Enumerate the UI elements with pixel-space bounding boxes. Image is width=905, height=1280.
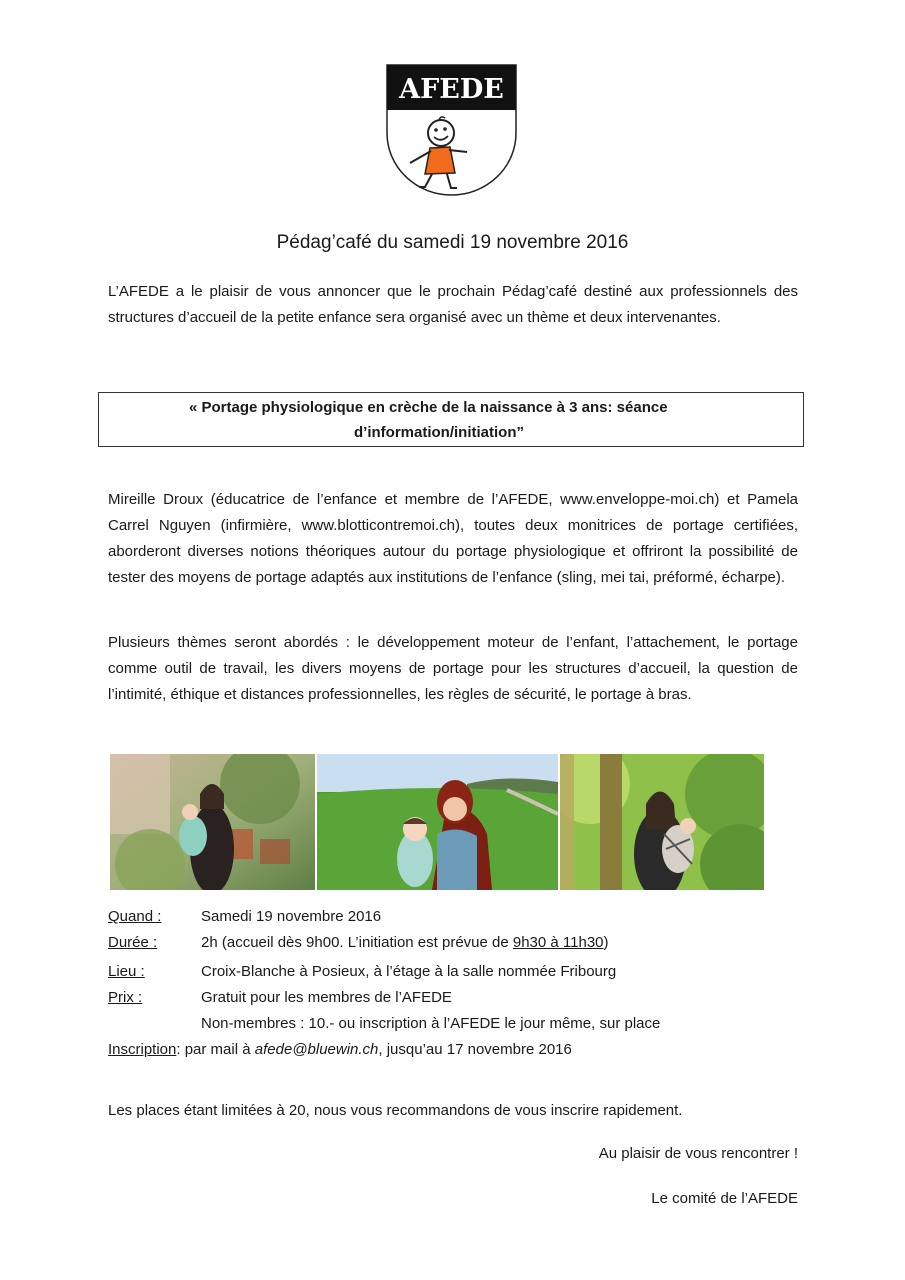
topics-paragraph: Plusieurs thèmes seront abordés : le développement moteur de l’enfant, l’attachement, le portage comme outil de travail, les divers moyens de portage pour les structures d’accueil, la question de l’intimité, éthique et distances professionnelles, les règles de sécurité, le portage à bras. [108,634,798,703]
when-label: Quand : [108,908,162,925]
detail-price [108,985,452,1011]
registration-label: Inscription [108,1041,177,1058]
price-label: Prix : [108,989,143,1006]
closing-text: Au plaisir de vous rencontrer ! [598,1145,798,1162]
registration-text: : par mail à [176,1041,255,1058]
afede-logo [385,63,518,197]
page-title: Pédag’café du samedi 19 novembre 2016 [276,232,629,253]
theme-line-2: d’information/initiation” [354,424,524,441]
registration-email[interactable]: afede@bluewin.ch [254,1041,379,1058]
place-label: Lieu : [108,963,145,980]
duration-value-end: ) [603,934,609,951]
when-value: Samedi 19 novembre 2016 [201,908,382,925]
signature: Le comité de l’AFEDE [651,1190,798,1207]
registration-deadline: , jusqu’au 17 novembre 2016 [378,1041,572,1058]
detail-registration [108,1037,572,1063]
detail-duration [108,930,609,956]
theme-line-1: « Portage physiologique en crèche de la naissance à 3 ans: séance [189,399,668,416]
logo-text: AFEDE [399,74,504,105]
theme-box [98,392,804,447]
detail-when [108,904,381,930]
place-value: Croix-Blanche à Posieux, à l’étage à la salle nommée Fribourg [201,963,617,980]
photo-mother-baby-garden [110,754,315,890]
price-value-members: Gratuit pour les membres de l’AFEDE [201,989,452,1006]
duration-time: 9h30 à 11h30 [512,934,604,951]
speakers-paragraph: Mireille Droux (éducatrice de l’enfance et membre de l’AFEDE, www.enveloppe-moi.ch) et Pamela Carrel Nguyen (infirmière, www.blotticontremoi.ch), toutes deux monitrices de portage certifiées, aborderont diverses notions théoriques autour du portage physiologique et offriront la possibilité de tester des moyens de portage adaptés aux institutions de l’enfance (sling, mei tai, préformé, écharpe). [108,491,798,586]
duration-value: 2h (accueil dès 9h00. L’initiation est prévue de [201,934,513,951]
photo-mother-baby-field [317,754,558,890]
photo-mother-baby-trees [560,754,764,890]
places-note: Les places étant limitées à 20, nous vous recommandons de vous inscrire rapidement. [108,1102,683,1119]
price-value-non-members: Non-membres : 10.- ou inscription à l’AFEDE le jour même, sur place [201,1015,661,1032]
intro-paragraph: L’AFEDE a le plaisir de vous annoncer que le prochain Pédag’café destiné aux professionnels des structures d’accueil de la petite enfance sera organisé avec un thème et deux intervenantes. [108,283,798,326]
duration-label: Durée : [108,934,158,951]
detail-place [108,959,616,985]
